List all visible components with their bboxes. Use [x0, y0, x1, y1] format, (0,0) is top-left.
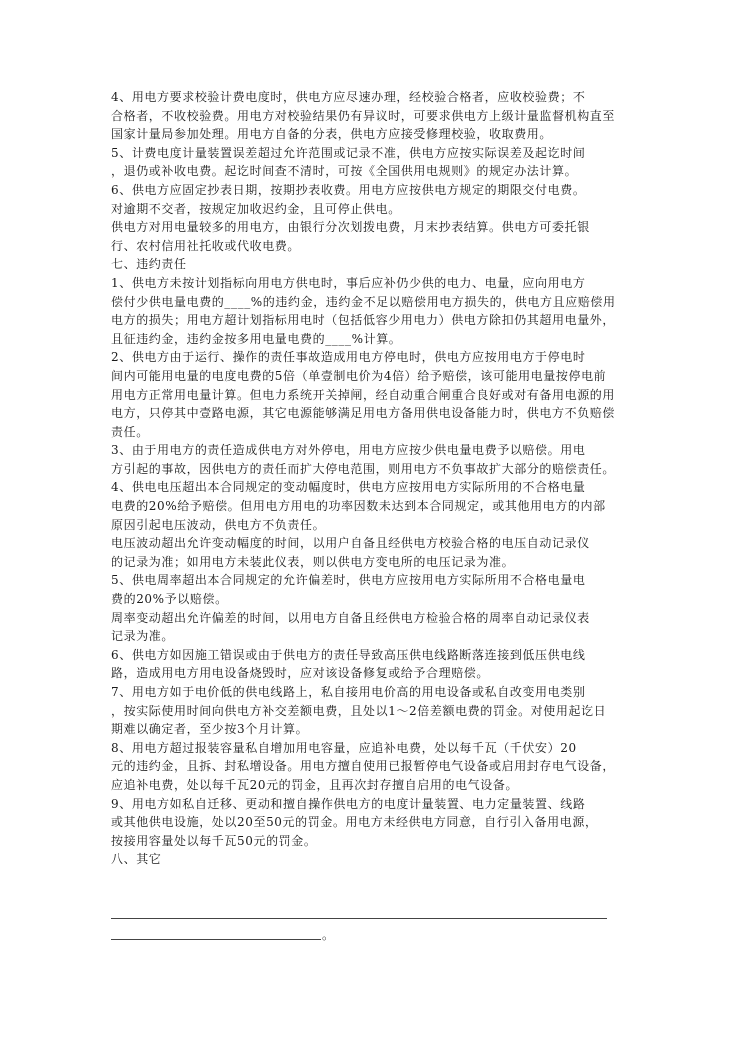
text-line: ，按实际使用时间向供电方补交差额电费，且处以1～2倍差额电费的罚金。对使用起讫日 [111, 703, 607, 718]
text-line: 行、农村信用社托收或代收电费。 [111, 238, 301, 253]
text-line: 6、供电方如因施工错误或由于供电方的责任导致高压供电线路断落连接到低压供电线 [111, 647, 586, 662]
text-line: 或其他供电设施，处以20至50元的罚金。用电方未经供电方同意，自行引入备用电源， [111, 815, 598, 830]
text-line: ，退仍或补收电费。起讫时间查不清时，可按《全国供用电规则》的规定办法计算。 [111, 164, 578, 179]
text-line: 七、违约责任 [111, 257, 187, 272]
fill-in-blank-line-2 [111, 939, 321, 940]
text-line: 8、用电方超过报装容量私自增加用电容量，应追补电费，处以每千瓦（千伏安）20 [111, 740, 577, 755]
text-line: 合格者，不收校验费。用电方对校验结果仍有异议时，可要求供电方上级计量监督机构直至 [111, 108, 616, 123]
end-period-mark: 。 [322, 928, 335, 942]
text-line: 用电方正常用电量计算。但电力系统开关掉闸，经自动重合闸重合良好或对有备用电源的用 [111, 387, 616, 402]
text-line: 间内可能用电量的电度电费的5倍（单壹制电价为4倍）给予赔偿，该可能用电量按停电前 [111, 368, 607, 383]
text-line: 供电方对用电量较多的用电方，由银行分次划拨电费，月末抄表结算。供电方可委托银 [111, 220, 590, 235]
text-line: 国家计量局参加处理。用电方自备的分表，供电方应接受修理校验，收取费用。 [111, 127, 553, 142]
text-line: 2、供电方由于运行、操作的责任事故造成用电方停电时，供电方应按用电方于停电时 [111, 350, 586, 365]
text-line: 1、供电方未按计划指标向用电方供电时，事后应补仍少供的电力、电量，应向用电方 [111, 275, 586, 290]
text-line: 八、其它 [111, 852, 162, 867]
text-line: 且征违约金，违约金按多用电量电费的____%计算。 [111, 331, 402, 346]
text-line: 6、供电方应固定抄表日期，按期抄表收费。用电方应按供电方规定的期限交付电费。 [111, 182, 586, 197]
text-line: 原因引起电压波动，供电方不负责任。 [111, 517, 326, 532]
text-line: 4、供电电压超出本合同规定的变动幅度时，供电方应按用电方实际所用的不合格电量 [111, 480, 586, 495]
text-line: 按接用容量处以每千瓦50元的罚金。 [111, 833, 317, 848]
text-line: 对逾期不交者，按规定加收迟约金，且可停止供电。 [111, 201, 401, 216]
text-line: 电费的20%给予赔偿。但用电方用电的功率因数未达到本合同规定，或其他用电方的内部 [111, 499, 606, 514]
text-line: 周率变动超出允许偏差的时间，以用电方自备且经供电方检验合格的周率自动记录仪表 [111, 610, 590, 625]
text-line: 7、用电方如于电价低的供电线路上，私自接用电价高的用电设备或私自改变用电类别 [111, 685, 586, 699]
contract-body-text [111, 88, 641, 869]
text-line: 费的20%予以赔偿。 [111, 592, 228, 607]
text-line: 电方的损失；用电方超计划指标用电时（包括低容少用电力）供电方除扣仍其超用电量外， [111, 313, 616, 328]
text-line: 记录为准。 [111, 629, 175, 644]
fill-in-blank-line-1 [111, 918, 607, 919]
text-line: 电方，只停其中壹路电源，其它电源能够满足用电方备用供电设备能力时，供电方不负赔偿 [111, 406, 616, 421]
text-line: 9、用电方如私自迁移、更动和擅自操作供电方的电度计量装置、电力定量装置、线路 [111, 796, 586, 811]
text-line: 方引起的事故，因供电方的责任而扩大停电范围，则用电方不负事故扩大部分的赔偿责任。 [111, 461, 616, 476]
text-line: 应追补电费，处以每千瓦20元的罚金，且再次封存擅自启用的电气设备。 [111, 777, 519, 792]
text-line: 期难以确定者，至少按3个月计算。 [111, 722, 309, 737]
text-line: 5、供电周率超出本合同规定的允许偏差时，供电方应按用电方实际所用不合格电量电 [111, 573, 586, 588]
text-line: 元的违约金，且拆、封私增设备。用电方擅自使用已报暂停电气设备或启用封存电气设备， [111, 759, 616, 774]
text-line: 4、用电方要求校验计费电度时，供电方应尽速办理，经校验合格者，应收校验费；不 [111, 90, 586, 104]
text-line: 偿付少供电量电费的____%的违约金，违约金不足以赔偿用电方损失的，供电方且应赔偿用 [111, 294, 616, 309]
text-line: 电压波动超出允许变动幅度的时间，以用户自备且经供电方校验合格的电压自动记录仪 [111, 536, 590, 551]
text-line: 的记录为准；如用电方未装此仪表，则以供电方变电所的电压记录为准。 [111, 554, 515, 569]
text-line: 3、由于用电方的责任造成供电方对外停电，用电方应按少供电量电费予以赔偿。用电 [111, 443, 586, 458]
text-line: 路，造成用电方用电设备烧毁时，应对该设备修复或给予合理赔偿。 [111, 666, 490, 681]
text-line: 5、计费电度计量装置误差超过允许范围或记录不准，供电方应按实际误差及起讫时间 [111, 145, 586, 160]
text-line: 责任。 [111, 424, 149, 439]
